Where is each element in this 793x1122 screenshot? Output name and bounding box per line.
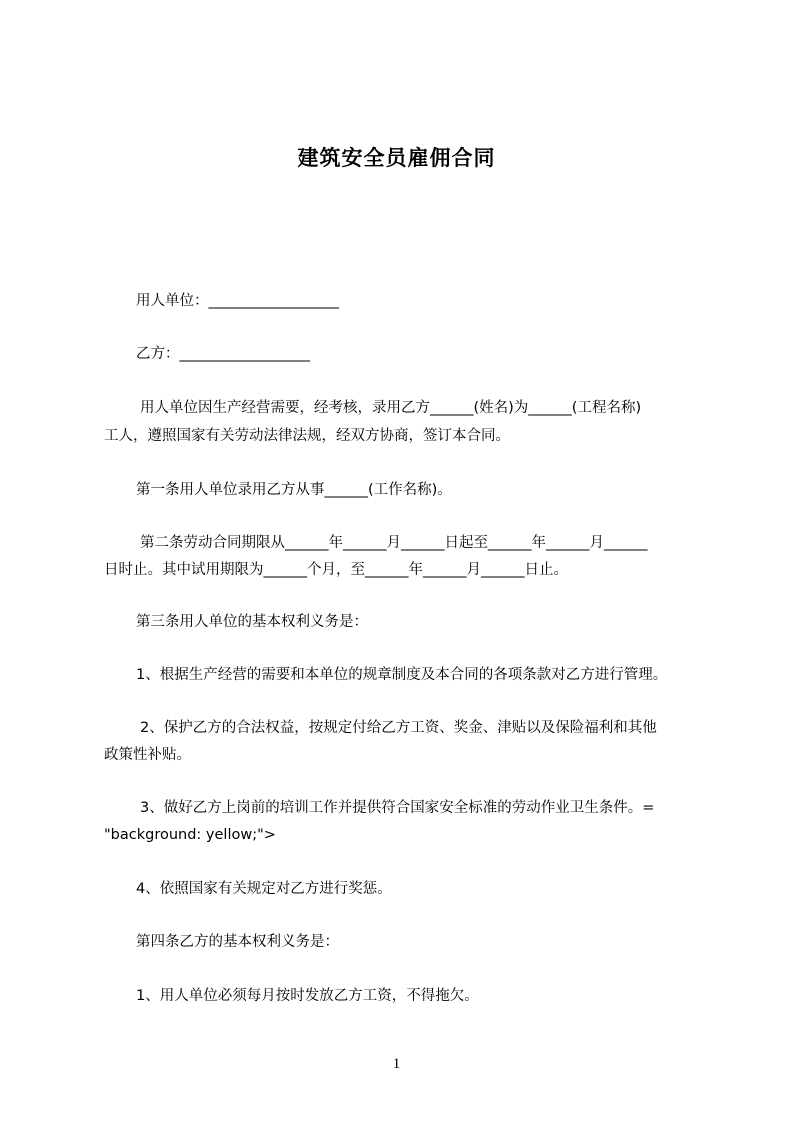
- employer-line: 用人单位：__________________: [136, 293, 339, 309]
- party-b-line: 乙方：__________________: [136, 346, 310, 362]
- article-2-line-1: 第二条劳动合同期限从______年______月______日起至______年______月______: [140, 535, 648, 551]
- article-3-item-1: 1、根据生产经营的需要和本单位的规章制度及本合同的各项条款对乙方进行管理。: [136, 667, 668, 683]
- article-3-item-3-line-2: "background: yellow;">: [104, 827, 276, 843]
- article-3-title: 第三条用人单位的基本权利义务是：: [136, 614, 368, 630]
- article-3-item-2-line-1: 2、保护乙方的合法权益，按规定付给乙方工资、奖金、津贴以及保险福利和其他: [140, 720, 657, 736]
- article-4-title: 第四条乙方的基本权利义务是：: [136, 934, 339, 950]
- intro-line-1: 用人单位因生产经营需要，经考核，录用乙方______(姓名)为______(工程名称): [140, 400, 642, 416]
- article-3-item-4: 4、依照国家有关规定对乙方进行奖惩。: [136, 881, 392, 897]
- document-title: 建筑安全员雇佣合同: [297, 146, 496, 170]
- article-3-item-3-line-1: 3、做好乙方上岗前的培训工作并提供符合国家安全标准的劳动作业卫生条件。=: [140, 800, 655, 816]
- article-3-item-2-line-2: 政策性补贴。: [104, 747, 191, 763]
- article-1: 第一条用人单位录用乙方从事______(工作名称)。: [136, 482, 452, 498]
- article-2-line-2: 日时止。其中试用期限为______个月，至______年______月______日止。: [104, 562, 568, 578]
- article-4-item-1: 1、用人单位必须每月按时发放乙方工资，不得拖欠。: [136, 988, 479, 1004]
- page-number: 1: [392, 1056, 401, 1072]
- intro-line-2: 工人，遵照国家有关劳动法律法规，经双方协商，签订本合同。: [104, 428, 510, 444]
